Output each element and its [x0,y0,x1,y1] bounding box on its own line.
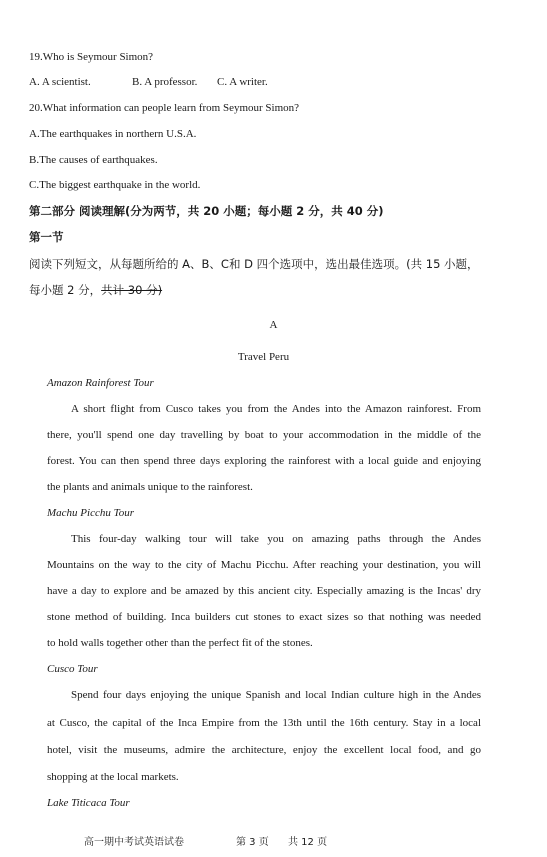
question-19-options [29,75,409,89]
machu-line: to hold walls together other than the perfect fit of the stones. [47,637,313,649]
cusco-line: shopping at the local markets. [47,771,179,783]
footer-total-pages: 共 12 页 [288,837,328,848]
instruction-line2-struck: 共计 30 分) [101,283,163,297]
option-b: B. A professor. [132,76,198,88]
passage-title: Travel Peru [237,351,290,363]
option-a: A. A scientist. [29,76,91,88]
option-c: C. A writer. [217,76,268,88]
amazon-line: there, you'll spend one day travelling by boat to your accommodation in the middle of the [47,429,481,441]
amazon-line: the plants and animals unique to the rainforest. [47,481,253,493]
instruction-line2-text: 每小题 2 分， [29,283,102,297]
option-b: B.The causes of earthquakes. [29,154,158,166]
footer-page-number: 第 3 页 [236,837,269,848]
amazon-line: A short flight from Cusco takes you from the Andes into the Amazon rainforest. From [71,403,481,415]
amazon-line: forest. You can then spend three days exploring the rainforest with a local guide and enjoying [47,455,481,467]
machu-line: This four-day walking tour will take you on amazing paths through the Andes [71,533,481,545]
machu-line: have a day to explore and be amazed by this ancient city. Especially amazing is the Incas' dry [47,585,481,597]
option-c: C.The biggest earthquake in the world. [29,179,201,191]
cusco-line: Spend four days enjoying the unique Spanish and local Indian culture high in the Andes [71,689,481,701]
cusco-line: at Cusco, the capital of the Inca Empire from the 13th until the 16th century. Stay in a local [47,717,481,729]
instruction-line2 [29,283,162,297]
section1-heading: 第一节 [29,230,64,244]
option-a: A.The earthquakes in northern U.S.A. [29,128,197,140]
machu-heading: Machu Picchu Tour [47,507,134,519]
machu-line: Mountains on the way to the city of Machu Picchu. After reaching your destination, you will [47,559,481,571]
machu-line: stone method of building. Inca builders cut stones to exact sizes so that nothing was needed [47,611,481,623]
question-19: 19.Who is Seymour Simon? [29,51,154,63]
cusco-line: hotel, visit the museums, admire the architecture, enjoy the excellent local food, and go [47,744,481,756]
cusco-heading: Cusco Tour [47,663,98,675]
question-20: 20.What information can people learn from Seymour Simon? [29,102,300,114]
passage-letter: A [269,319,278,331]
part2-heading: 第二部分 阅读理解(分为两节，共 20 小题；每小题 2 分，共 40 分) [29,204,384,218]
amazon-heading: Amazon Rainforest Tour [47,377,154,389]
titicaca-heading: Lake Titicaca Tour [47,797,130,809]
footer-exam-title: 高一期中考试英语试卷 [84,837,184,848]
instruction-line1: 阅读下列短文，从每题所给的 A、B、C和 D 四个选项中，选出最佳选项。(共 15 小题， [29,257,479,271]
